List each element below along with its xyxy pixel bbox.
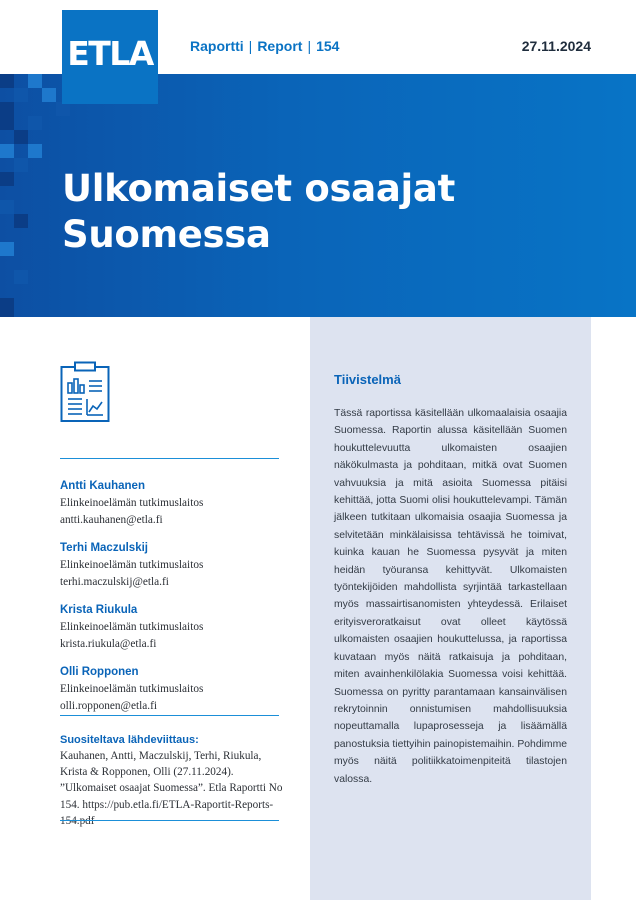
author-name: Terhi Maczulskij: [60, 542, 148, 554]
report-series: [190, 38, 339, 54]
author-entry: [60, 602, 290, 653]
etla-logo: [62, 10, 158, 104]
decor-square: [14, 270, 28, 284]
divider: [60, 820, 279, 821]
decor-square: [0, 298, 14, 317]
title-line: Ulkomaiset osaajat: [62, 167, 455, 210]
report-title: [62, 166, 582, 258]
title-line: Suomessa: [62, 213, 271, 256]
decor-square: [14, 130, 28, 144]
decor-square: [28, 74, 42, 88]
author-email[interactable]: antti.kauhanen@etla.fi: [60, 514, 163, 526]
separator: |: [307, 38, 312, 54]
decor-square: [0, 74, 14, 88]
author-name: Olli Ropponen: [60, 666, 139, 678]
decor-square: [0, 242, 14, 256]
abstract-text: Tässä raportissa käsitellään ulkomaalaisia osaajia Suomessa. Raportin alussa käsitellään Suomen houkuttelevuutta ulkomaisten osaajien näkökulmasta ja pohditaan, mitkä ovat Suomen vahvuuksia ja mitä asioita Suomessa pitäisi kehittää, jotta Suomi olisi houkuttelevampi. Tämän jälkeen tutkitaan ulkomaisia osaajia Suomessa ja selvitetään minkälaisissa tehtävissä he toimivat, kuinka kauan he Suomessa pysyvät ja miten heidän työuransa kehittyvät. Ulkomaisten työntekijöiden mahdollista syrjintää tarkastellaan myös massairtisanomisten yhteydessä. Erilaiset erityisveroratkaisut ovat olleet käytössä ulkomaisten osaajien houkuttelussa, ja raportissa kuvataan myös näitä ratkaisuja ja pohditaan, miten avainhenkilölakia Suomessa voisi kehittää. Suomessa on pyritty parantamaan kansainvälisen rekrytoinnin onnistumisen mahdollisuuksia nopeuttamalla lupaprosesseja ja lisäämällä panostuksia tiettyihin painopistemaihin. Pohdimme myös näitä politiikkatoimenpiteitä tilastojen valossa.: [334, 408, 567, 785]
author-email[interactable]: terhi.maczulskij@etla.fi: [60, 576, 169, 588]
decor-square: [14, 214, 28, 228]
decor-square: [0, 144, 14, 158]
author-org: Elinkeinoelämän tutkimuslaitos: [60, 621, 204, 633]
separator: |: [248, 38, 253, 54]
author-email[interactable]: olli.ropponen@etla.fi: [60, 700, 157, 712]
decor-square: [28, 144, 42, 158]
decor-square: [42, 88, 56, 102]
citation-text: Kauhanen, Antti, Maczulskij, Terhi, Riukula, Krista & Ropponen, Olli (27.11.2024). ”Ulkomaiset osaajat Suomessa”. Etla Raportti No 154. https://pub.etla.fi/ETLA-Raportit-Reports-: [60, 750, 283, 811]
logo-text: ETLA: [67, 34, 153, 73]
divider: [60, 458, 279, 459]
author-entry: [60, 540, 290, 591]
abstract-panel: [310, 317, 591, 900]
abstract-heading: Tiivistelmä: [334, 372, 401, 387]
decor-square: [0, 172, 14, 186]
decor-square: [14, 158, 28, 172]
decor-square: [14, 88, 28, 102]
decor-square: [28, 116, 42, 130]
author-entry: [60, 478, 290, 529]
author-org: Elinkeinoelämän tutkimuslaitos: [60, 683, 204, 695]
author-org: Elinkeinoelämän tutkimuslaitos: [60, 497, 204, 509]
citation-block: [60, 732, 285, 829]
author-org: Elinkeinoelämän tutkimuslaitos: [60, 559, 204, 571]
citation-label: Suositeltava lähdeviittaus:: [60, 734, 199, 746]
series-fi: Raportti: [190, 38, 244, 54]
divider: [60, 715, 279, 716]
author-name: Krista Riukula: [60, 604, 138, 616]
decor-square: [56, 102, 70, 116]
decor-square: [0, 200, 14, 214]
author-list: [60, 478, 290, 726]
series-en: Report: [257, 38, 303, 54]
author-name: Antti Kauhanen: [60, 480, 145, 492]
author-entry: [60, 664, 290, 715]
publication-date: 27.11.2024: [521, 38, 591, 54]
decor-square: [0, 102, 14, 130]
report-chart-icon: [60, 361, 110, 423]
series-number: 154: [316, 38, 340, 54]
author-email[interactable]: krista.riukula@etla.fi: [60, 638, 157, 650]
